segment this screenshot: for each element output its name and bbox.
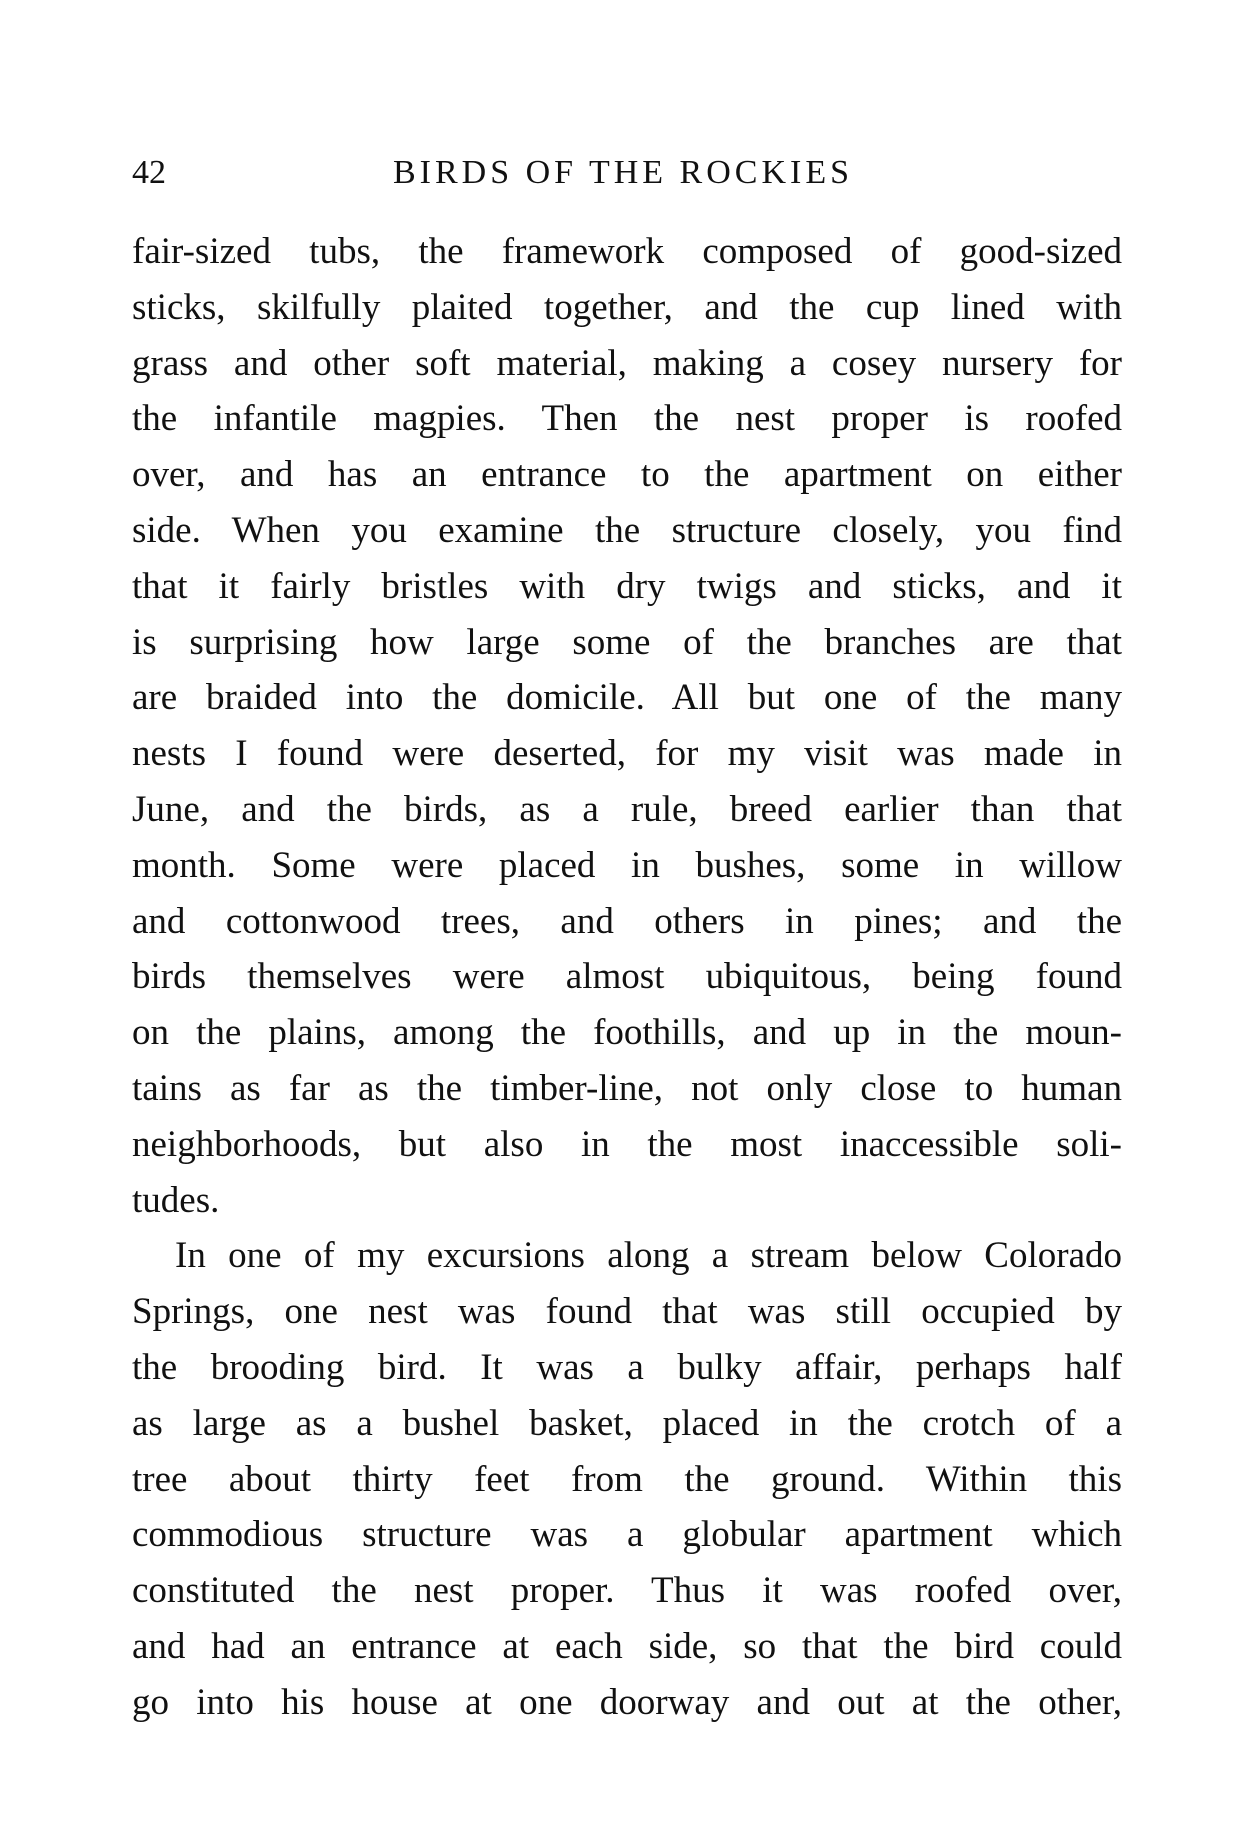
text-line: as large as a bushel basket, placed in the crotch of a bbox=[132, 1402, 1122, 1444]
text-line: go into his house at one doorway and out at the other, bbox=[132, 1681, 1122, 1723]
text-line: and cottonwood trees, and others in pines; and the bbox=[132, 900, 1122, 942]
text-line: fair-sized tubs, the framework composed of good-sized bbox=[132, 231, 1122, 272]
text-line: month. Some were placed in bushes, some in willow bbox=[132, 844, 1122, 886]
text-line: are braided into the domicile. All but one of the many bbox=[132, 677, 1122, 719]
text-line: and had an entrance at each side, so that the bird could bbox=[132, 1626, 1122, 1667]
text-line: on the plains, among the foothills, and up in the moun- bbox=[132, 1012, 1122, 1054]
text-line: sticks, skilfully plaited together, and the cup lined with bbox=[132, 286, 1122, 328]
text-line: the infantile magpies. Then the nest proper is roofed bbox=[132, 398, 1122, 440]
text-line: tudes. bbox=[132, 1179, 220, 1221]
text-line: is surprising how large some of the branches are that bbox=[132, 621, 1122, 663]
running-header bbox=[132, 148, 1122, 198]
text-line: In one of my excursions along a stream below Colorado bbox=[175, 1235, 1122, 1277]
text-line: nests I found were deserted, for my visit was made in bbox=[132, 733, 1122, 775]
text-line: tree about thirty feet from the ground. Within this bbox=[132, 1458, 1122, 1500]
text-line: over, and has an entrance to the apartment on either bbox=[132, 454, 1122, 496]
text-line: constituted the nest proper. Thus it was roofed over, bbox=[132, 1570, 1122, 1612]
text-line: the brooding bird. It was a bulky affair, perhaps half bbox=[132, 1347, 1122, 1388]
text-line: Springs, one nest was found that was still occupied by bbox=[132, 1291, 1122, 1333]
text-line: tains as far as the timber-line, not only close to human bbox=[132, 1068, 1122, 1109]
text-line: neighborhoods, but also in the most inaccessible soli- bbox=[132, 1123, 1122, 1165]
page-number: 42 bbox=[132, 154, 166, 191]
text-line: June, and the birds, as a rule, breed earlier than that bbox=[132, 789, 1122, 830]
text-line: commodious structure was a globular apartment which bbox=[132, 1514, 1122, 1556]
running-title: BIRDS OF THE ROCKIES bbox=[392, 154, 854, 191]
text-line: side. When you examine the structure closely, you find bbox=[132, 510, 1122, 551]
text-line: grass and other soft material, making a cosey nursery for bbox=[132, 342, 1122, 384]
text-line: that it fairly bristles with dry twigs and sticks, and it bbox=[132, 565, 1122, 607]
text-line: birds themselves were almost ubiquitous, being found bbox=[132, 956, 1122, 998]
